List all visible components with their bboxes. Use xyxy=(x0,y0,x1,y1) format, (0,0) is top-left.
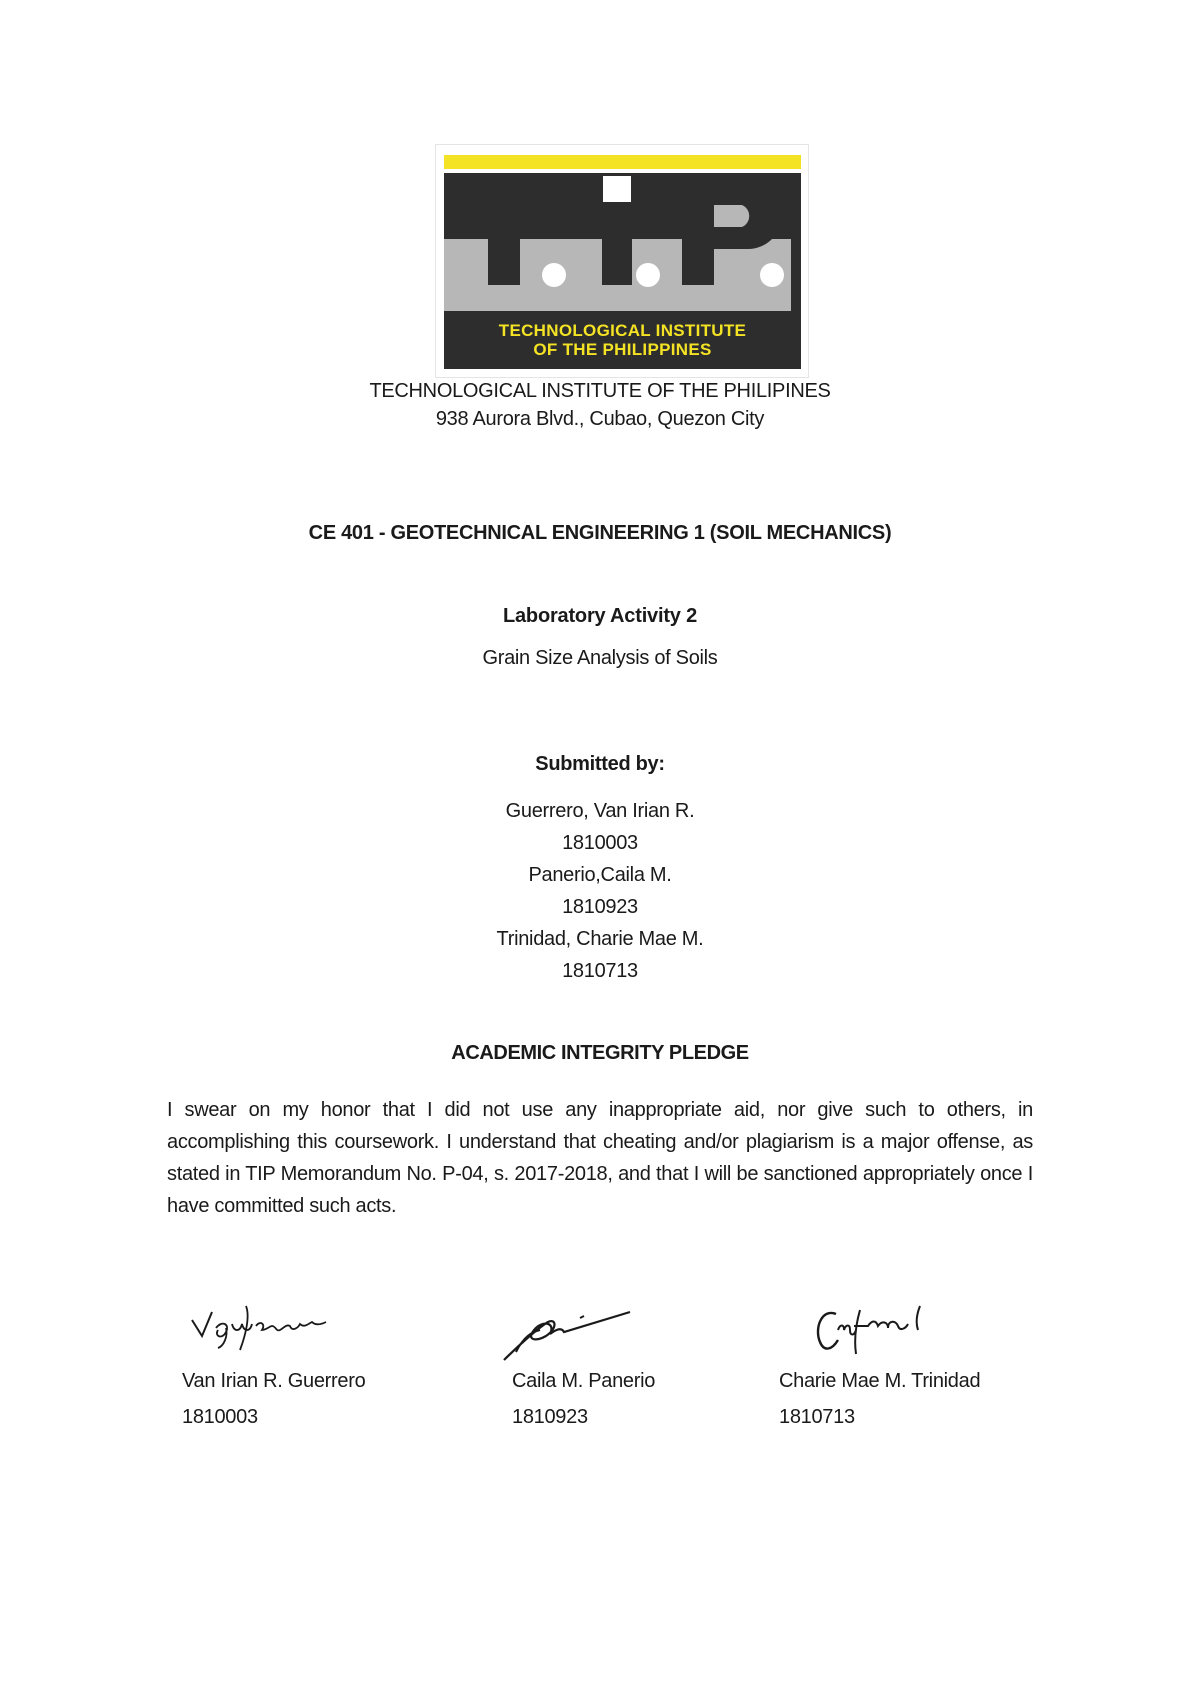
signatory-name: Charie Mae M. Trinidad xyxy=(779,1370,981,1392)
activity-title: Laboratory Activity 2 xyxy=(502,605,697,627)
logo-caption xyxy=(444,321,801,365)
signatory-id: 1810923 xyxy=(512,1406,588,1428)
signatory-name: Van Irian R. Guerrero xyxy=(182,1370,366,1392)
submitted-by-label: Submitted by: xyxy=(535,753,665,775)
signatory-id: 1810003 xyxy=(182,1406,258,1428)
member-name: Guerrero, Van Irian R. xyxy=(505,800,695,822)
institution-name: TECHNOLOGICAL INSTITUTE OF THE PHILIPINES xyxy=(369,380,831,402)
member-name: Panerio,Caila M. xyxy=(528,864,672,886)
signature-panerio xyxy=(498,1306,638,1366)
member-id: 1810713 xyxy=(562,960,638,982)
institution-address: 938 Aurora Blvd., Cubao, Quezon City xyxy=(435,408,765,430)
logo-caption-line2: OF THE PHILIPPINES xyxy=(533,340,712,359)
logo-letters xyxy=(436,169,810,319)
logo-yellow-bar xyxy=(444,155,801,169)
signatory-id: 1810713 xyxy=(779,1406,855,1428)
member-name: Trinidad, Charie Mae M. xyxy=(496,928,704,950)
signature-guerrero xyxy=(186,1298,346,1358)
signature-trinidad xyxy=(810,1300,940,1360)
logo-caption-line1: TECHNOLOGICAL INSTITUTE xyxy=(498,321,747,340)
member-id: 1810923 xyxy=(562,896,638,918)
pledge-title: ACADEMIC INTEGRITY PLEDGE xyxy=(451,1042,749,1064)
activity-subtitle: Grain Size Analysis of Soils xyxy=(482,647,718,669)
member-id: 1810003 xyxy=(562,832,638,854)
pledge-text: I swear on my honor that I did not use any inappropriate aid, nor give such to others, in accomplishing this coursework. I understand that cheating and/or plagiarism is a major offense, as stated in TIP Memorandum No. P-04, s. 2017-2018, and that I will be sanctioned appropriately once I have committed such acts. xyxy=(167,1099,1033,1217)
tip-logo xyxy=(435,144,809,378)
member-list xyxy=(0,795,1200,987)
course-title: CE 401 - GEOTECHNICAL ENGINEERING 1 (SOIL MECHANICS) xyxy=(308,522,892,544)
signatory-name: Caila M. Panerio xyxy=(512,1370,656,1392)
